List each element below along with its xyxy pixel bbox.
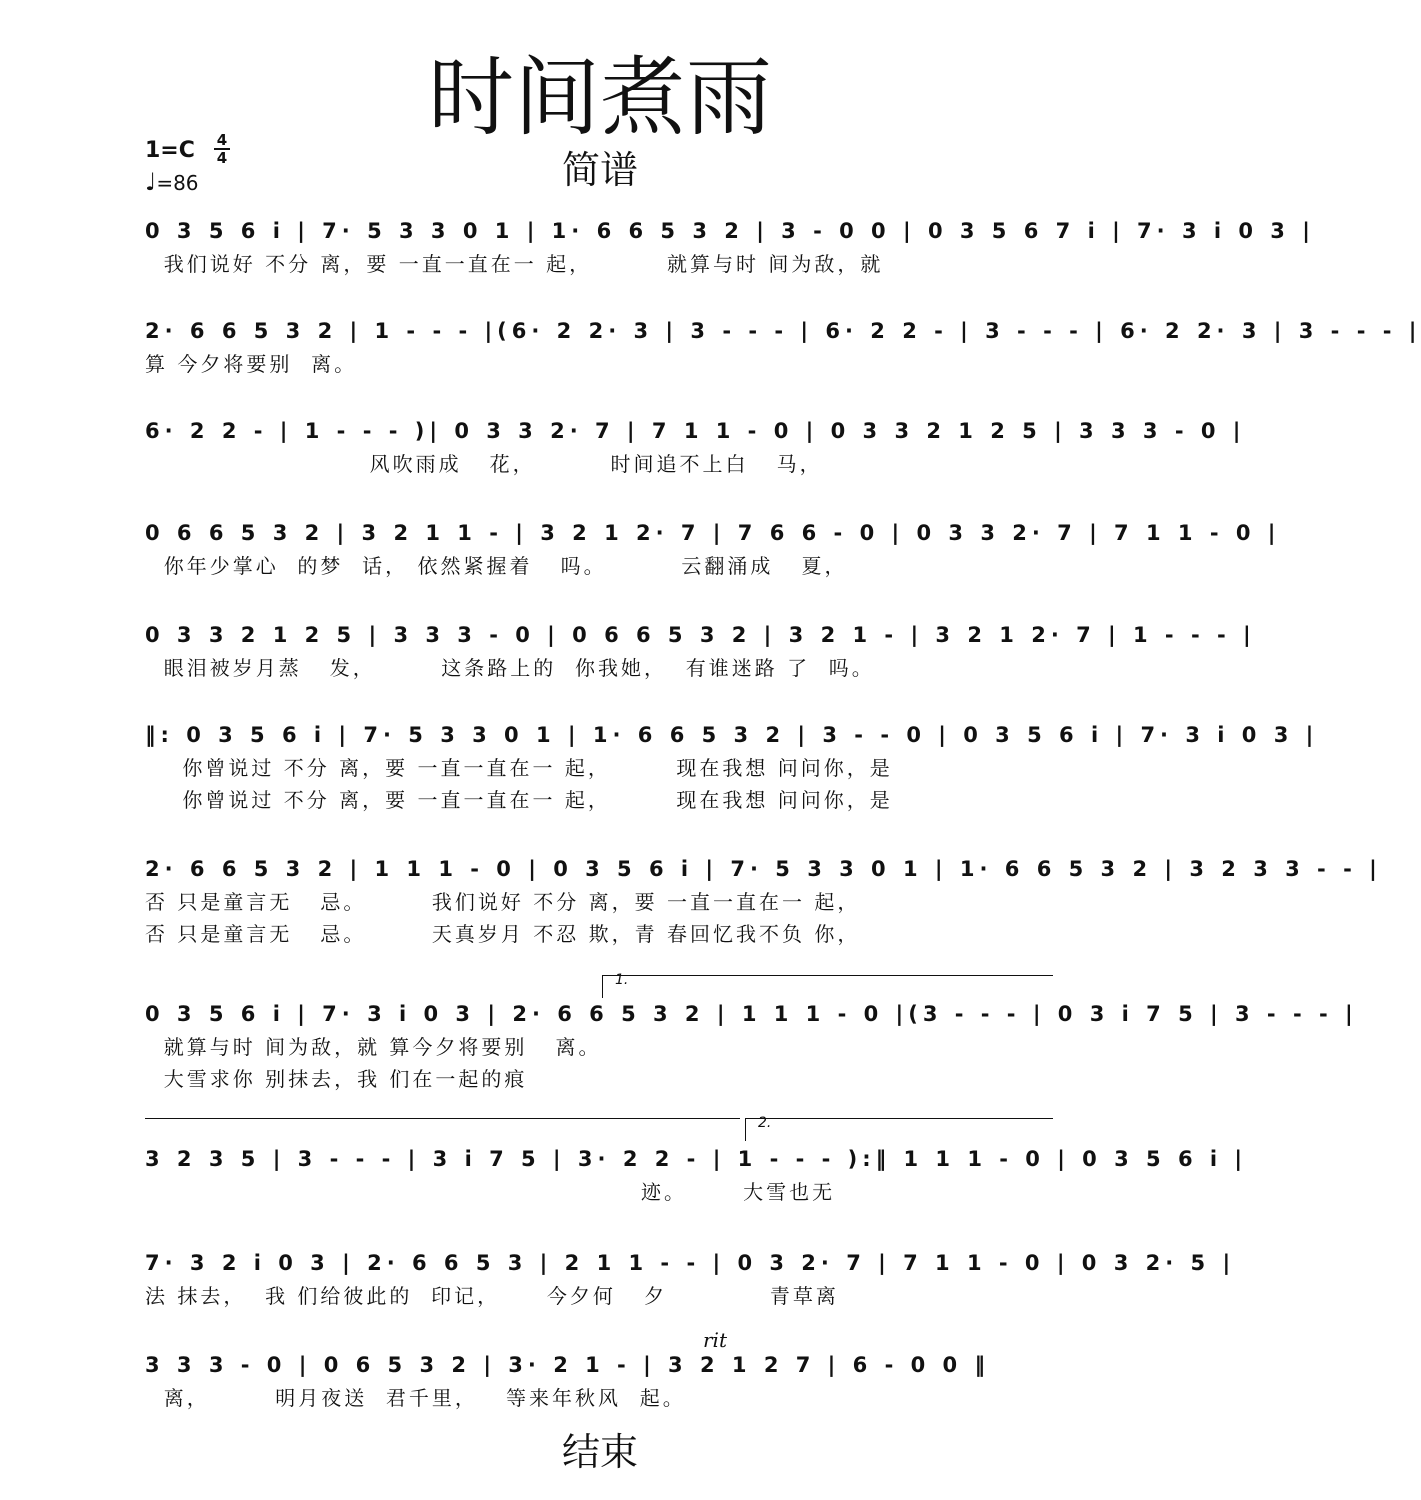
meter-bottom: 4 [216, 149, 228, 167]
song-title: 时间煮雨 [428, 48, 772, 148]
tempo-value: =86 [156, 171, 199, 195]
notation-line: 0 3 5 6 i | 7· 5 3 3 0 1 | 1· 6 6 5 3 2 | 3 - 0 0 | 0 3 5 6 7 i | 7· 3 i 0 3 | [145, 219, 1315, 243]
notation-line: ‖: 0 3 5 6 i | 7· 5 3 3 0 1 | 1· 6 6 5 3 2 | 3 - - 0 | 0 3 5 6 i | 7· 3 i 0 3 | [145, 723, 1319, 747]
lyric-line: 你曾说过 不分 离，要 一直一直在一 起， 现在我想 问问你，是 [145, 788, 893, 812]
notation-line: 0 3 5 6 i | 7· 3 i 0 3 | 2· 6 6 5 3 2 | 1 1 1 - 0 |(3 - - - | 0 3 i 7 5 | 3 - - - | [145, 1002, 1358, 1026]
lyric-line: 眼泪被岁月蒸 发， 这条路上的 你我她， 有谁迷路 了 吗。 [145, 656, 875, 680]
lyric-line: 就算与时 间为敌，就 算今夕将要别 离。 [145, 1035, 602, 1059]
lyric-line: 你年少掌心 的梦 话， 依然紧握着 吗。 云翻涌成 夏， [145, 554, 848, 578]
volta-bracket-2 [745, 1115, 1053, 1141]
lyric-line: 否 只是童言无 忌。 我们说好 不分 离，要 一直一直在一 起， [145, 890, 861, 914]
tempo-marking [145, 168, 199, 196]
quarter-note-icon: ♩ [145, 168, 157, 196]
volta-label: 2. [758, 1115, 772, 1131]
lyric-line: 大雪求你 别抹去，我 们在一起的痕 [145, 1067, 528, 1091]
volta-bracket-1 [602, 972, 1053, 998]
lyric-line: 否 只是童言无 忌。 天真岁月 不忍 欺，青 春回忆我不负 你， [145, 922, 861, 946]
notation-line: 2· 6 6 5 3 2 | 1 1 1 - 0 | 0 3 5 6 i | 7· 5 3 3 0 1 | 1· 6 6 5 3 2 | 3 2 3 3 - - | [145, 857, 1382, 881]
notation-line: 3 3 3 - 0 | 0 6 5 3 2 | 3· 2 1 - | 3 2 1 2 7 | 6 - 0 0 ‖ [145, 1353, 990, 1377]
lyric-line: 我们说好 不分 离，要 一直一直在一 起， 就算与时 间为敌，就 [145, 252, 884, 276]
lyric-line: 迹。 大雪也无 [145, 1180, 836, 1204]
notation-line: 6· 2 2 - | 1 - - - )| 0 3 3 2· 7 | 7 1 1 - 0 | 0 3 3 2 1 2 5 | 3 3 3 - 0 | [145, 419, 1246, 443]
rit-marking: rit [703, 1328, 727, 1352]
notation-line: 2· 6 6 5 3 2 | 1 - - - |(6· 2 2· 3 | 3 - - - | 6· 2 2 - | 3 - - - | 6· 2 2· 3 | 3 - - - | [145, 319, 1421, 343]
subtitle: 简谱 [561, 148, 638, 192]
time-signature [214, 133, 230, 165]
notation-line: 0 6 6 5 3 2 | 3 2 1 1 - | 3 2 1 2· 7 | 7 6 6 - 0 | 0 3 3 2· 7 | 7 1 1 - 0 | [145, 521, 1281, 545]
lyric-line: 法 抹去， 我 们给彼此的 印记， 今夕何 夕 青草离 [145, 1284, 839, 1308]
key-signature: 1=C [145, 138, 195, 163]
notation-line: 0 3 3 2 1 2 5 | 3 3 3 - 0 | 0 6 6 5 3 2 | 3 2 1 - | 3 2 1 2· 7 | 1 - - - | [145, 623, 1256, 647]
meter-top: 4 [216, 131, 228, 149]
lyric-line: 风吹雨成 花， 时间追不上白 马， [145, 452, 823, 476]
volta-bracket-1-continued [145, 1118, 740, 1141]
volta-label: 1. [615, 972, 629, 988]
lyric-line: 算 今夕将要别 离。 [145, 352, 358, 376]
notation-line: 7· 3 2 i 0 3 | 2· 6 6 5 3 | 2 1 1 - - | 0 3 2· 7 | 7 1 1 - 0 | 0 3 2· 5 | [145, 1251, 1236, 1275]
lyric-line: 你曾说过 不分 离，要 一直一直在一 起， 现在我想 问问你，是 [145, 756, 893, 780]
lyric-line: 离， 明月夜送 君千里， 等来年秋风 起。 [145, 1386, 686, 1410]
notation-line: 3 2 3 5 | 3 - - - | 3 i 7 5 | 3· 2 2 - | 1 - - - ):‖ 1 1 1 - 0 | 0 3 5 6 i | [145, 1147, 1248, 1171]
ending-label: 结束 [561, 1430, 638, 1474]
